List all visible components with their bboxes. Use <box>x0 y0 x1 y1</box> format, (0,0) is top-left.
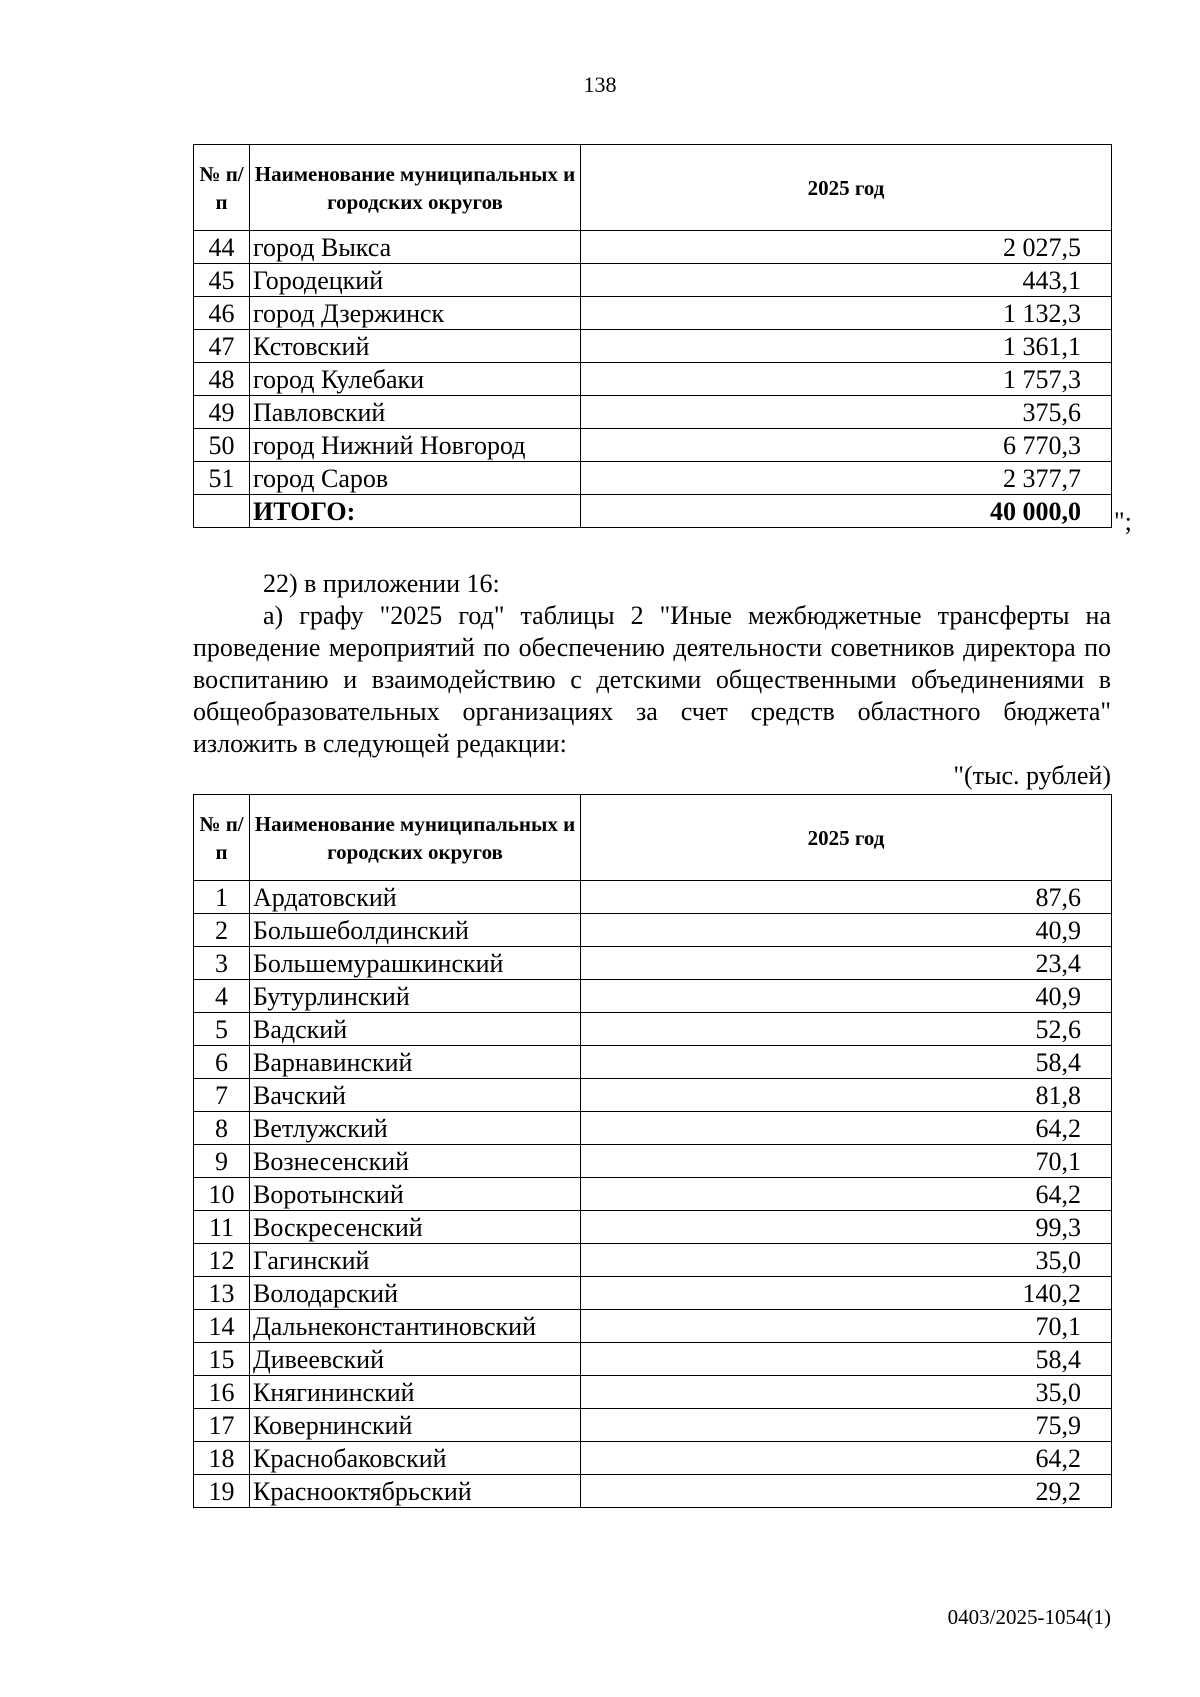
municipality-name: город Саров <box>250 462 581 495</box>
row-number: 51 <box>194 462 250 495</box>
row-number: 50 <box>194 429 250 462</box>
table-row <box>194 947 1112 980</box>
municipality-name: город Кулебаки <box>250 363 581 396</box>
municipality-name: Вачский <box>250 1079 581 1112</box>
municipality-name: Большемурашкинский <box>250 947 581 980</box>
row-number: 3 <box>194 947 250 980</box>
row-value: 64,2 <box>581 1178 1112 1211</box>
row-value: 35,0 <box>581 1376 1112 1409</box>
row-number: 47 <box>194 330 250 363</box>
row-number: 9 <box>194 1145 250 1178</box>
row-value: 40,9 <box>581 914 1112 947</box>
total-empty-cell <box>194 495 250 528</box>
row-value: 58,4 <box>581 1343 1112 1376</box>
row-value: 70,1 <box>581 1145 1112 1178</box>
table-row <box>194 1244 1112 1277</box>
municipality-name: Гагинский <box>250 1244 581 1277</box>
municipality-name: город Дзержинск <box>250 297 581 330</box>
row-number: 5 <box>194 1013 250 1046</box>
row-value: 2 027,5 <box>581 231 1112 264</box>
row-number: 15 <box>194 1343 250 1376</box>
row-number: 4 <box>194 980 250 1013</box>
row-value: 99,3 <box>581 1211 1112 1244</box>
row-value: 1 361,1 <box>581 330 1112 363</box>
row-number: 2 <box>194 914 250 947</box>
municipality-name: Бутурлинский <box>250 980 581 1013</box>
row-value: 58,4 <box>581 1046 1112 1079</box>
table-row <box>194 980 1112 1013</box>
header-name: Наименование муниципальных и городских округов <box>250 795 581 881</box>
row-value: 29,2 <box>581 1475 1112 1508</box>
municipality-name: Ковернинский <box>250 1409 581 1442</box>
row-number: 16 <box>194 1376 250 1409</box>
table-row <box>194 1145 1112 1178</box>
row-number: 14 <box>194 1310 250 1343</box>
table-row <box>194 330 1112 363</box>
row-number: 48 <box>194 363 250 396</box>
row-value: 81,8 <box>581 1079 1112 1112</box>
row-value: 35,0 <box>581 1244 1112 1277</box>
row-number: 49 <box>194 396 250 429</box>
table-row <box>194 1409 1112 1442</box>
total-value: 40 000,0 <box>581 495 1112 528</box>
row-value: 70,1 <box>581 1310 1112 1343</box>
row-number: 45 <box>194 264 250 297</box>
municipality-name: Ардатовский <box>250 881 581 914</box>
table-row <box>194 1079 1112 1112</box>
row-value: 52,6 <box>581 1013 1112 1046</box>
municipality-name: Воскресенский <box>250 1211 581 1244</box>
row-number: 1 <box>194 881 250 914</box>
table-row <box>194 396 1112 429</box>
row-value: 443,1 <box>581 264 1112 297</box>
table-row <box>194 1442 1112 1475</box>
municipality-name: Краснобаковский <box>250 1442 581 1475</box>
closing-quote: "; <box>1114 507 1132 536</box>
header-name: Наименование муниципальных и городских округов <box>250 145 581 231</box>
table-row <box>194 1013 1112 1046</box>
table-row <box>194 231 1112 264</box>
row-value: 140,2 <box>581 1277 1112 1310</box>
table-row <box>194 1112 1112 1145</box>
municipality-name: Павловский <box>250 396 581 429</box>
table-row <box>194 297 1112 330</box>
row-value: 40,9 <box>581 980 1112 1013</box>
allocation-table <box>193 794 1112 1508</box>
municipality-name: Варнавинский <box>250 1046 581 1079</box>
page-number: 138 <box>583 72 617 97</box>
municipality-name: Княгининский <box>250 1376 581 1409</box>
municipality-name: Вознесенский <box>250 1145 581 1178</box>
allocation-table-continued <box>193 144 1112 528</box>
total-label: ИТОГО: <box>250 495 581 528</box>
table-row <box>194 881 1112 914</box>
table-row <box>194 1277 1112 1310</box>
table-row <box>194 1475 1112 1508</box>
municipality-name: Володарский <box>250 1277 581 1310</box>
header-number: № п/п <box>194 795 250 881</box>
table-row <box>194 1211 1112 1244</box>
row-number: 46 <box>194 297 250 330</box>
row-number: 12 <box>194 1244 250 1277</box>
row-number: 13 <box>194 1277 250 1310</box>
row-number: 18 <box>194 1442 250 1475</box>
units-label: "(тыс. рублей) <box>953 761 1111 790</box>
row-value: 1 757,3 <box>581 363 1112 396</box>
section-subitem-text: а) графу "2025 год" таблицы 2 "Иные межбюджетные трансферты на проведение мероприятий по обеспечению деятельности советников директора по воспитанию и взаимодействию с детскими общественными объединениями в общеобразовательных организациях за счет средств областного бюджета" изложить в следующей редакции: <box>193 601 1111 758</box>
table-body <box>194 231 1112 495</box>
row-value: 2 377,7 <box>581 462 1112 495</box>
municipality-name: Дальнеконстантиновский <box>250 1310 581 1343</box>
row-value: 23,4 <box>581 947 1112 980</box>
municipality-name: Большеболдинский <box>250 914 581 947</box>
row-value: 64,2 <box>581 1442 1112 1475</box>
municipality-name: Вадский <box>250 1013 581 1046</box>
municipality-name: Краснооктябрьский <box>250 1475 581 1508</box>
row-number: 6 <box>194 1046 250 1079</box>
municipality-name: Воротынский <box>250 1178 581 1211</box>
municipality-name: город Нижний Новгород <box>250 429 581 462</box>
table-row <box>194 1310 1112 1343</box>
row-value: 64,2 <box>581 1112 1112 1145</box>
row-value: 87,6 <box>581 881 1112 914</box>
municipality-name: Дивеевский <box>250 1343 581 1376</box>
row-number: 10 <box>194 1178 250 1211</box>
header-year: 2025 год <box>581 795 1112 881</box>
row-value: 375,6 <box>581 396 1112 429</box>
row-number: 7 <box>194 1079 250 1112</box>
header-year: 2025 год <box>581 145 1112 231</box>
row-number: 19 <box>194 1475 250 1508</box>
table-row <box>194 264 1112 297</box>
municipality-name: Городецкий <box>250 264 581 297</box>
table-row <box>194 1046 1112 1079</box>
table-row <box>194 462 1112 495</box>
header-number: № п/п <box>194 145 250 231</box>
table-row <box>194 1178 1112 1211</box>
row-value: 75,9 <box>581 1409 1112 1442</box>
total-row <box>194 495 1112 528</box>
row-value: 1 132,3 <box>581 297 1112 330</box>
document-code: 0403/2025-1054(1) <box>947 1605 1111 1629</box>
table-row <box>194 1376 1112 1409</box>
table-body <box>194 881 1112 1508</box>
row-number: 8 <box>194 1112 250 1145</box>
section-item: 22) в приложении 16: <box>263 569 500 598</box>
table-row <box>194 429 1112 462</box>
table-row <box>194 1343 1112 1376</box>
municipality-name: Кстовский <box>250 330 581 363</box>
table-row <box>194 914 1112 947</box>
table-row <box>194 363 1112 396</box>
row-number: 44 <box>194 231 250 264</box>
municipality-name: город Выкса <box>250 231 581 264</box>
row-number: 11 <box>194 1211 250 1244</box>
municipality-name: Ветлужский <box>250 1112 581 1145</box>
row-value: 6 770,3 <box>581 429 1112 462</box>
row-number: 17 <box>194 1409 250 1442</box>
